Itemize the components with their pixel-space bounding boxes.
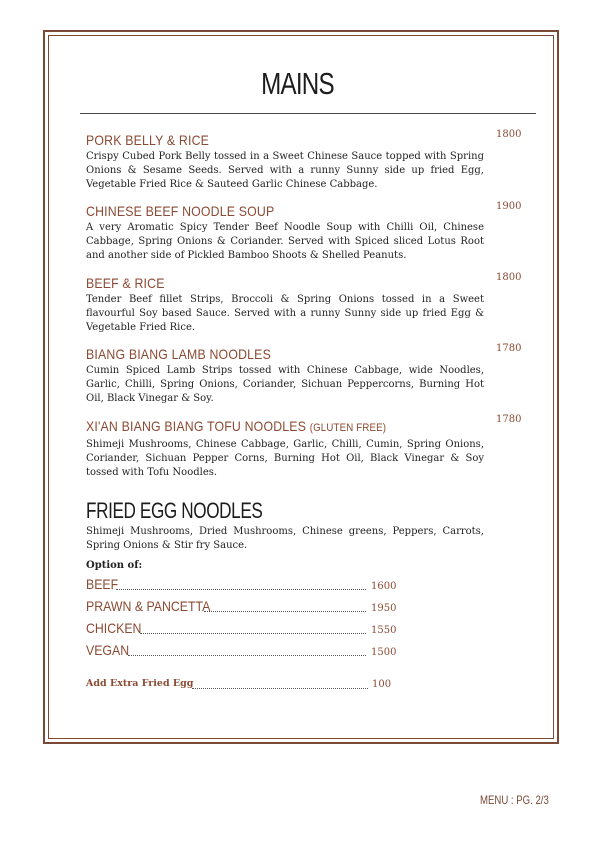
- dish-description: Crispy Cubed Pork Belly tossed in a Sweet Chinese Sauce topped with Spring Onions & Sesame Seeds. Served with a runny Sunny side up fried Egg, Vegetable Fried Rice & Sauteed Garlic Chinese Cabbage.: [86, 151, 484, 191]
- menu-item-beef-rice: [86, 275, 484, 336]
- option-price: 1600: [371, 581, 397, 592]
- gluten-free-tag: (GLUTEN FREE): [309, 422, 387, 434]
- dish-name: XI'AN BIANG BIANG TOFU NOODLES: [86, 418, 307, 434]
- option-name: BEEF: [86, 576, 119, 592]
- option-name: CHICKEN: [86, 620, 142, 636]
- dish-name: PORK BELLY & RICE: [86, 132, 210, 148]
- dish-price: 1780: [496, 414, 522, 425]
- dish-price: 1900: [496, 201, 522, 212]
- dish-description: Shimeji Mushrooms, Chinese Cabbage, Garlic, Chilli, Cumin, Spring Onions, Coriander, Sichuan Pepper Corns, Burning Hot Oil, Black Vinegar & Soy tossed with Tofu Noodles.: [86, 439, 484, 479]
- option-price: 1500: [371, 647, 397, 658]
- page-footer: MENU : PG. 2/3: [480, 793, 549, 807]
- page-title: MAINS: [261, 66, 334, 101]
- extra-price: 100: [372, 679, 392, 690]
- menu-item-beef-noodle-soup: [86, 203, 484, 264]
- section-title-fried-egg-noodles: FRIED EGG NOODLES: [86, 498, 263, 523]
- dish-name: CHINESE BEEF NOODLE SOUP: [86, 203, 275, 219]
- dotted-leader: [204, 611, 366, 612]
- section-description: Shimeji Mushrooms, Dried Mushrooms, Chinese greens, Peppers, Carrots, Spring Onions & Stir fry Sauce.: [86, 526, 484, 552]
- title-divider: [80, 113, 536, 114]
- dotted-leader: [116, 589, 366, 590]
- option-label: Option of:: [86, 560, 143, 571]
- dish-price: 1800: [496, 272, 522, 283]
- option-row-vegan: [86, 644, 396, 660]
- option-name: VEGAN: [86, 642, 130, 658]
- dish-name: BIANG BIANG LAMB NOODLES: [86, 346, 271, 362]
- menu-item-pork-belly: [86, 132, 484, 193]
- option-row-chicken: [86, 622, 396, 638]
- menu-item-tofu-noodles: [86, 418, 484, 481]
- dish-name-row: [86, 418, 436, 437]
- menu-item-lamb-noodles: [86, 346, 484, 407]
- dotted-leader: [140, 633, 366, 634]
- dish-name: BEEF & RICE: [86, 275, 165, 291]
- dish-description: A very Aromatic Spicy Tender Beef Noodle Soup with Chilli Oil, Chinese Cabbage, Spring Onions & Coriander. Served with Spiced sliced Lotus Root and another side of Pickled Bamboo Shoots & Shelled Peanuts.: [86, 222, 484, 262]
- dotted-leader: [128, 655, 366, 656]
- extra-name: Add Extra Fried Egg: [86, 678, 194, 689]
- option-price: 1950: [371, 603, 397, 614]
- dish-description: Tender Beef fillet Strips, Broccoli & Spring Onions tossed in a Sweet flavourful Soy based Sauce. Served with a runny Sunny side up fried Egg & Vegetable Fried Rice.: [86, 294, 484, 334]
- dish-description: Cumin Spiced Lamb Strips tossed with Chinese Cabbage, wide Noodles, Garlic, Chilli, Spring Onions, Coriander, Sichuan Peppercorns, Burning Hot Oil, Black Vinegar & Soy.: [86, 365, 484, 405]
- option-row-beef: [86, 578, 396, 594]
- dish-price: 1800: [496, 129, 522, 140]
- option-row-prawn-pancetta: [86, 600, 396, 616]
- option-price: 1550: [371, 625, 397, 636]
- dotted-leader: [192, 688, 368, 689]
- option-name: PRAWN & PANCETTA: [86, 598, 211, 614]
- extra-egg-row: [86, 678, 396, 692]
- dish-price: 1780: [496, 343, 522, 354]
